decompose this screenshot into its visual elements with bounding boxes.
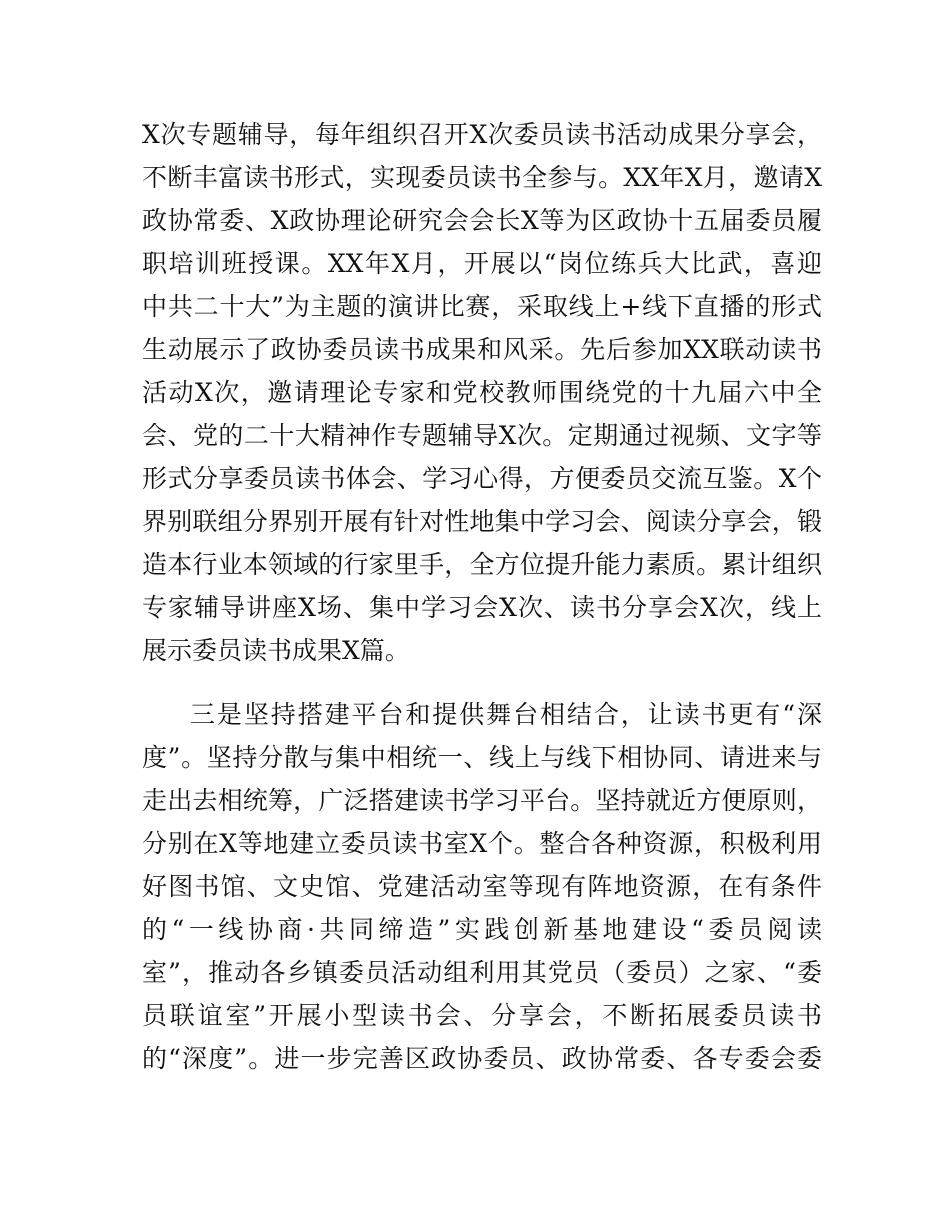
paragraph-line: 员联谊室”开展小型读书会、分享会，不断拓展委员读书 — [142, 1001, 822, 1030]
paragraph-line: 室”，推动各乡镇委员活动组利用其党员（委员）之家、“委 — [142, 958, 822, 987]
paragraph-line: 职培训班授课。XX年X月，开展以“岗位练兵大比武，喜迎 — [142, 249, 822, 278]
paragraph-line: 度”。坚持分散与集中相统一、线上与线下相协同、请进来与 — [142, 743, 822, 772]
paragraph-line: 界别联组分界别开展有针对性地集中学习会、阅读分享会，锻 — [142, 507, 822, 536]
paragraph-line: 生动展示了政协委员读书成果和风采。先后参加XX联动读书 — [142, 335, 822, 364]
paragraph-line: 会、党的二十大精神作专题辅导X次。定期通过视频、文字等 — [142, 421, 822, 450]
paragraph-line: 分别在X等地建立委员读书室X个。整合各种资源，积极利用 — [142, 829, 822, 858]
paragraph-line: 中共二十大”为主题的演讲比赛，采取线上+线下直播的形式 — [142, 292, 822, 321]
paragraph-line: 专家辅导讲座X场、集中学习会X次、读书分享会X次，线上 — [142, 593, 822, 622]
paragraph-line: 活动X次，邀请理论专家和党校教师围绕党的十九届六中全 — [142, 378, 822, 407]
paragraph-line: 三是坚持搭建平台和提供舞台相结合，让读书更有“深 — [190, 700, 822, 729]
paragraph-line: 造本行业本领域的行家里手，全方位提升能力素质。累计组织 — [142, 550, 822, 579]
paragraph-line: 形式分享委员读书体会、学习心得，方便委员交流互鉴。X个 — [142, 464, 822, 493]
paragraph-line: 展示委员读书成果X篇。 — [142, 636, 410, 665]
paragraph-line: 好图书馆、文史馆、党建活动室等现有阵地资源，在有条件 — [142, 872, 822, 901]
paragraph-line: 走出去相统筹，广泛搭建读书学习平台。坚持就近方便原则， — [142, 786, 822, 815]
paragraph-line: 不断丰富读书形式，实现委员读书全参与。XX年X月，邀请X — [142, 163, 822, 192]
paragraph-line: 的“一线协商·共同缔造”实践创新基地建设“委员阅读 — [142, 915, 822, 944]
paragraph-line: 政协常委、X政协理论研究会会长X等为区政协十五届委员履 — [142, 206, 822, 235]
paragraph-line: X次专题辅导，每年组织召开X次委员读书活动成果分享会， — [142, 120, 822, 149]
paragraph-line: 的“深度”。进一步完善区政协委员、政协常委、各专委会委 — [142, 1044, 822, 1073]
